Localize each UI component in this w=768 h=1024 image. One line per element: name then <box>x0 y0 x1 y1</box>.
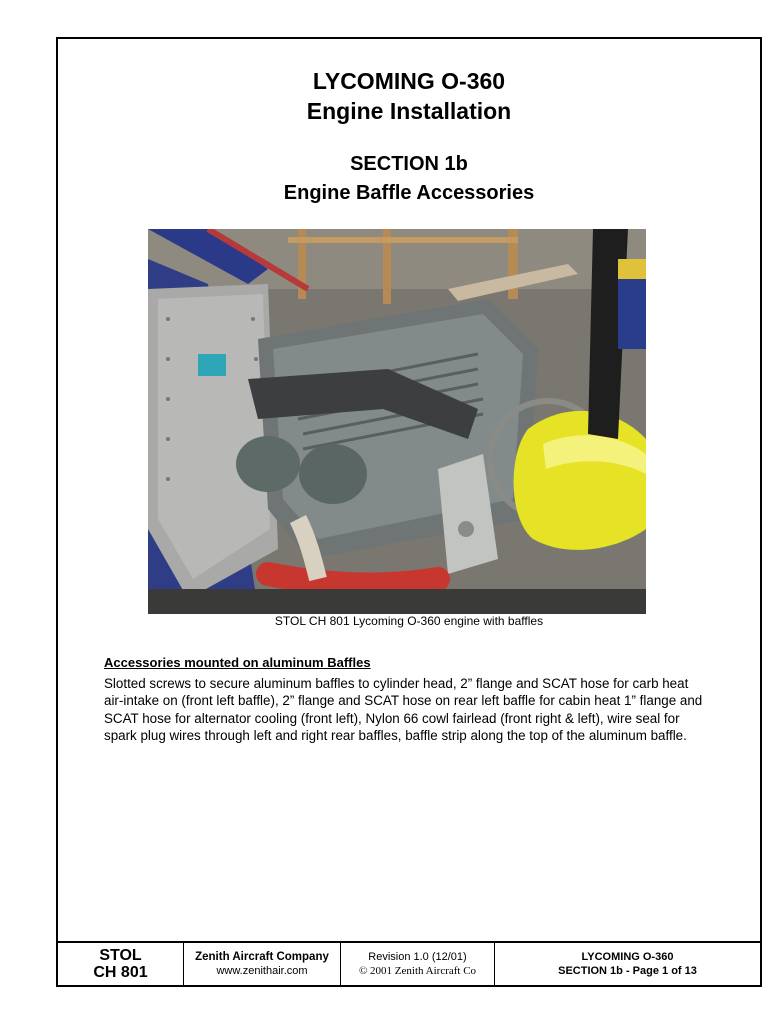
document-title: LYCOMING O-360 <box>312 68 506 94</box>
footer-website: www.zenithair.com <box>216 965 308 977</box>
accessories-heading: Accessories mounted on aluminum Baffles <box>104 655 371 670</box>
engine-photo-illustration <box>148 229 646 614</box>
figure-caption: STOL CH 801 Lycoming O-360 engine with baffles <box>274 614 544 628</box>
footer-model-line1: STOL <box>99 947 142 964</box>
page-footer <box>58 941 760 985</box>
footer-revision-text: Revision 1.0 (12/01) <box>368 951 467 963</box>
section-title: Engine Baffle Accessories <box>283 182 535 204</box>
footer-model <box>58 943 184 985</box>
document-subtitle: Engine Installation <box>306 98 512 124</box>
footer-doc-title: LYCOMING O-360 <box>581 951 674 963</box>
footer-company <box>184 943 341 985</box>
footer-copyright: © 2001 Zenith Aircraft Co <box>358 965 477 977</box>
footer-company-name: Zenith Aircraft Company <box>195 951 329 963</box>
section-number: SECTION 1b <box>350 153 468 175</box>
footer-revision <box>341 943 495 985</box>
footer-document-ref <box>495 943 760 985</box>
engine-photo <box>148 229 646 614</box>
footer-page-number: SECTION 1b - Page 1 of 13 <box>558 965 697 977</box>
page-frame <box>56 37 762 987</box>
footer-model-line2: CH 801 <box>93 964 148 981</box>
accessories-paragraph: Slotted screws to secure aluminum baffles to cylinder head, 2” flange and SCAT hose for carb heat air-intake on (front left baffle), 2” flange and SCAT hose on rear left baffle for cabin heat 1” flange and SCAT hose for alternator cooling (front left), Nylon 66 cowl fairlead (front right & left), wire seal for spark plug wires through left and right rear baffles, baffle strip along the top of the aluminum baffle. <box>104 676 703 744</box>
